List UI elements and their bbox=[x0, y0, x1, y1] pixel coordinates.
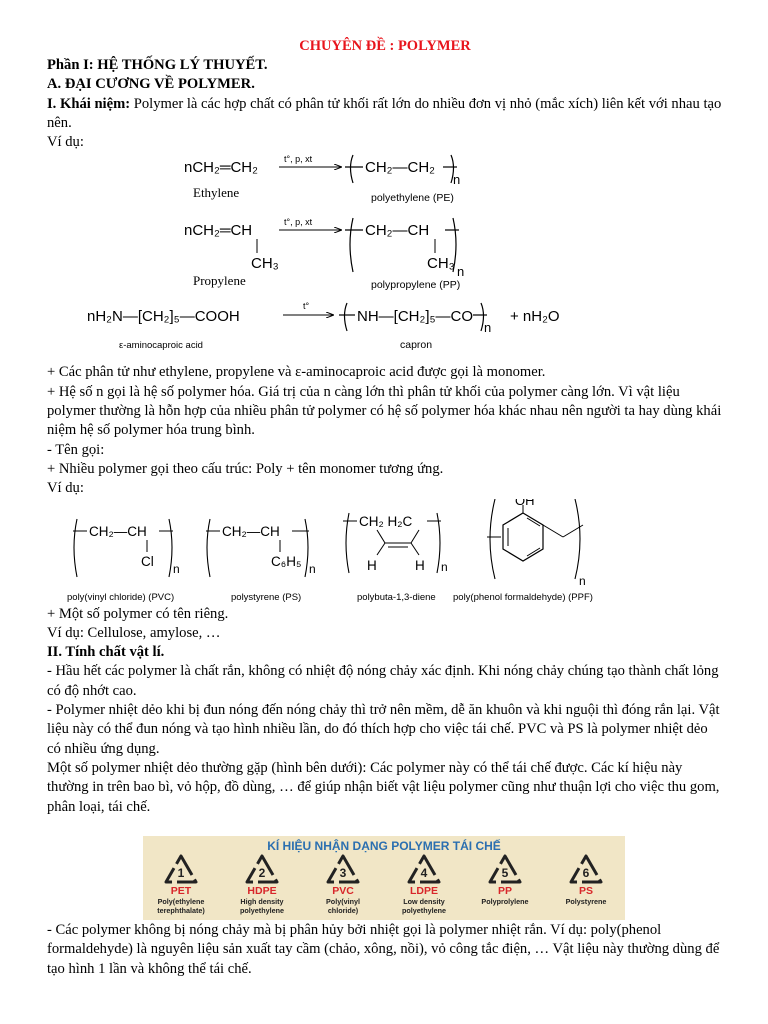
concept-paragraph bbox=[47, 95, 723, 134]
example-label-2: Ví dụ: bbox=[47, 480, 84, 497]
pvc-bracket-left bbox=[74, 519, 77, 577]
physical-property-2: - Polymer nhiệt dẻo khi bị đun nóng đến nóng chảy thì trở nên mềm, dễ ăn khuôn và khi nguội thì đóng rắn lại. Vật liệu này có thể đun nóng và tạo hình nhiều lần, do đó thích hợp cho việc tái chế. PVC và PS là polymer nhiệt dẻo có nhiều ứng dụng. bbox=[47, 702, 720, 757]
pvc-chain: CH₂—CH bbox=[89, 523, 147, 539]
section-a-heading: A. ĐẠI CƯƠNG VỀ POLYMER. bbox=[47, 76, 255, 93]
ps-n: n bbox=[309, 561, 316, 576]
recycle-description: Low density bbox=[403, 897, 445, 906]
recycle-item-pp bbox=[481, 856, 528, 906]
pvc-bracket-right bbox=[169, 519, 172, 577]
r1-n: n bbox=[453, 172, 461, 188]
pbd-name: polybuta-1,3-diene bbox=[357, 591, 436, 603]
recycle-code: PVC bbox=[332, 885, 354, 897]
recycle-description: Polyprolylene bbox=[481, 897, 529, 906]
recycle-code: PS bbox=[578, 885, 594, 897]
recycle-code: LDPE bbox=[409, 885, 439, 897]
pbd-n: n bbox=[441, 559, 448, 574]
r3-n: n bbox=[484, 320, 492, 336]
recycle-item-pvc bbox=[326, 856, 360, 915]
special-names: + Một số polymer có tên riêng. bbox=[47, 605, 229, 622]
recycle-description: High density bbox=[240, 897, 284, 906]
polymer-structures-figure bbox=[47, 499, 723, 605]
r1-condition: t°, p, xt bbox=[284, 154, 313, 165]
document-page bbox=[47, 36, 723, 817]
recycle-item-hdpe bbox=[240, 856, 284, 915]
recycle-item-ps bbox=[566, 856, 607, 906]
r1-product: CH₂—CH₂ bbox=[365, 159, 435, 177]
physical-property-4: - Các polymer không bị nóng chảy mà bị phân hủy bởi nhiệt gọi là polymer nhiệt rắn. Ví dụ: poly(phenol formaldehyde) là nguyên liệu sản xuất tay cầm (chảo, xông, nồi), vỏ công tắc điện, … Vật liệu này thường dùng để tạo hình 1 lần và không thể tái chế. bbox=[47, 922, 720, 977]
r2-n: n bbox=[457, 264, 465, 280]
recycle-number: 3 bbox=[339, 866, 347, 880]
recycle-description: chloride) bbox=[327, 906, 359, 915]
r2-bracket-left bbox=[350, 218, 353, 272]
pbd-bracket-right bbox=[437, 513, 440, 573]
ppf-n: n bbox=[579, 573, 586, 588]
naming-rule: + Nhiều polymer gọi theo cấu trúc: Poly + tên monomer tương ứng. bbox=[47, 460, 444, 477]
r2-monomer-name: Propylene bbox=[193, 273, 246, 289]
section-2-heading: II. Tính chất vật lí. bbox=[47, 644, 165, 661]
ppf-ch2-a bbox=[543, 525, 563, 537]
concept-text: Polymer là các hợp chất có phân tử khối rất lớn do nhiều đơn vị nhỏ (mắc xích) liên kết với nhau tạo nên. bbox=[47, 95, 722, 131]
r2-condition: t°, p, xt bbox=[284, 217, 313, 228]
pbd-h1: H bbox=[367, 557, 377, 573]
pbd-bond-a bbox=[377, 530, 385, 543]
pbd-top: CH₂ H₂C bbox=[359, 513, 413, 529]
ps-name: polystyrene (PS) bbox=[231, 591, 302, 603]
r2-product-sub: CH₃ bbox=[427, 255, 455, 273]
recycle-description: polyethylene bbox=[402, 906, 446, 915]
recycle-code: PP bbox=[497, 885, 513, 897]
degree-paragraph: + Hệ số n gọi là hệ số polymer hóa. Giá trị của n càng lớn thì phân tử khối của polymer càng lớn. Vì vật liệu polymer thường là hỗn hợp của nhiều phân tử polymer có hệ số polymer hóa khác nhau nên người ta hay dùng khái niệm hệ số polymer hóa trung bình. bbox=[47, 383, 722, 439]
r1-reactant: nCH₂═CH₂ bbox=[184, 159, 258, 177]
recycling-banner bbox=[143, 836, 625, 920]
pbd-bracket-left bbox=[346, 513, 349, 573]
recycling-symbols bbox=[143, 836, 625, 920]
pbd-bond-b bbox=[411, 530, 419, 543]
naming-heading: - Tên gọi: bbox=[47, 441, 105, 458]
doc-title: CHUYÊN ĐỀ : POLYMER bbox=[299, 38, 471, 54]
r3-monomer-name: ε-aminocaproic acid bbox=[119, 340, 203, 352]
r3-water: + nH₂O bbox=[510, 308, 560, 326]
pbd-h2: H bbox=[415, 557, 425, 573]
r2-product: CH₂—CH bbox=[365, 222, 430, 240]
recycle-description: terephthalate) bbox=[157, 906, 205, 915]
reaction-figure bbox=[47, 152, 723, 363]
recycle-number: 5 bbox=[501, 866, 509, 880]
pvc-name: poly(vinyl chloride) (PVC) bbox=[67, 591, 175, 603]
pvc-sub: Cl bbox=[141, 553, 154, 569]
recycle-number: 4 bbox=[420, 866, 428, 880]
ppf-bracket-right bbox=[575, 499, 580, 579]
r2-reactant: nCH₂═CH bbox=[184, 222, 253, 240]
monomer-paragraph: + Các phân tử như ethylene, propylene và ε-aminocaproic acid được gọi là monomer. bbox=[47, 364, 546, 381]
ppf-oh: OH bbox=[515, 498, 535, 508]
recycle-description: Polystyrene bbox=[565, 897, 607, 906]
reaction-diagram bbox=[47, 152, 723, 363]
recycle-item-pet bbox=[157, 856, 205, 915]
ps-chain: CH₂—CH bbox=[222, 523, 280, 539]
r3-product: NH—[CH₂]₅—CO bbox=[357, 308, 474, 326]
r2-substituent: CH₃ bbox=[251, 255, 279, 273]
physical-property-1: - Hầu hết các polymer là chất rắn, không có nhiệt độ nóng chảy xác định. Khi nóng chảy chúng tạo thành chất lỏng có độ nhớt cao. bbox=[47, 663, 719, 699]
recycle-code: PET bbox=[170, 885, 192, 897]
physical-property-3: Một số polymer nhiệt dẻo thường gặp (hình bên dưới): Các polymer này có thể tái chế được. Các kí hiệu này thường in trên bao bì, vỏ hộp, đồ dùng, … để giúp nhận biết vật liệu polymer cũng như thuận lợi cho việc thu gom, phân loại, tái chế. bbox=[47, 759, 720, 815]
recycle-description: Poly(ethylene bbox=[157, 897, 205, 906]
pbd-bond-h1 bbox=[377, 543, 385, 555]
pbd-bond-h2 bbox=[411, 543, 419, 555]
r3-reactant: nH₂N—[CH₂]₅—COOH bbox=[87, 308, 240, 326]
part-heading: Phần I: HỆ THỐNG LÝ THUYẾT. bbox=[47, 57, 268, 73]
r1-bracket-left bbox=[351, 155, 354, 183]
recycle-item-ldpe bbox=[402, 856, 446, 915]
ppf-bracket-left bbox=[490, 499, 495, 579]
ps-bracket-left bbox=[207, 519, 210, 577]
ppf-name: poly(phenol formaldehyde) (PPF) bbox=[453, 591, 593, 603]
r1-monomer-name: Ethylene bbox=[193, 185, 240, 201]
recycle-description: polyethylene bbox=[240, 906, 284, 915]
r3-bracket-left bbox=[345, 303, 348, 331]
recycle-number: 6 bbox=[582, 866, 590, 880]
ps-sub: C₆H₅ bbox=[271, 553, 302, 569]
pvc-n: n bbox=[173, 561, 180, 576]
concept-label: I. Khái niệm: bbox=[47, 95, 131, 112]
recycle-code: HDPE bbox=[247, 885, 277, 897]
r1-product-name: polyethylene (PE) bbox=[371, 192, 454, 205]
r2-product-name: polypropylene (PP) bbox=[371, 279, 461, 292]
recycle-number: 1 bbox=[177, 866, 185, 880]
banner-title: KÍ HIỆU NHẬN DẠNG POLYMER TÁI CHẾ bbox=[267, 839, 501, 853]
ps-bracket-right bbox=[305, 519, 308, 577]
r3-product-name: capron bbox=[400, 339, 433, 352]
r3-condition: t° bbox=[303, 301, 310, 312]
recycle-description: Poly(vinyl bbox=[326, 897, 360, 906]
polymer-structures bbox=[47, 499, 723, 605]
ppf-benzene-ring bbox=[503, 513, 543, 561]
special-example: Ví dụ: Cellulose, amylose, … bbox=[47, 624, 221, 641]
recycle-number: 2 bbox=[258, 866, 266, 880]
example-label-1: Ví dụ: bbox=[47, 134, 84, 151]
